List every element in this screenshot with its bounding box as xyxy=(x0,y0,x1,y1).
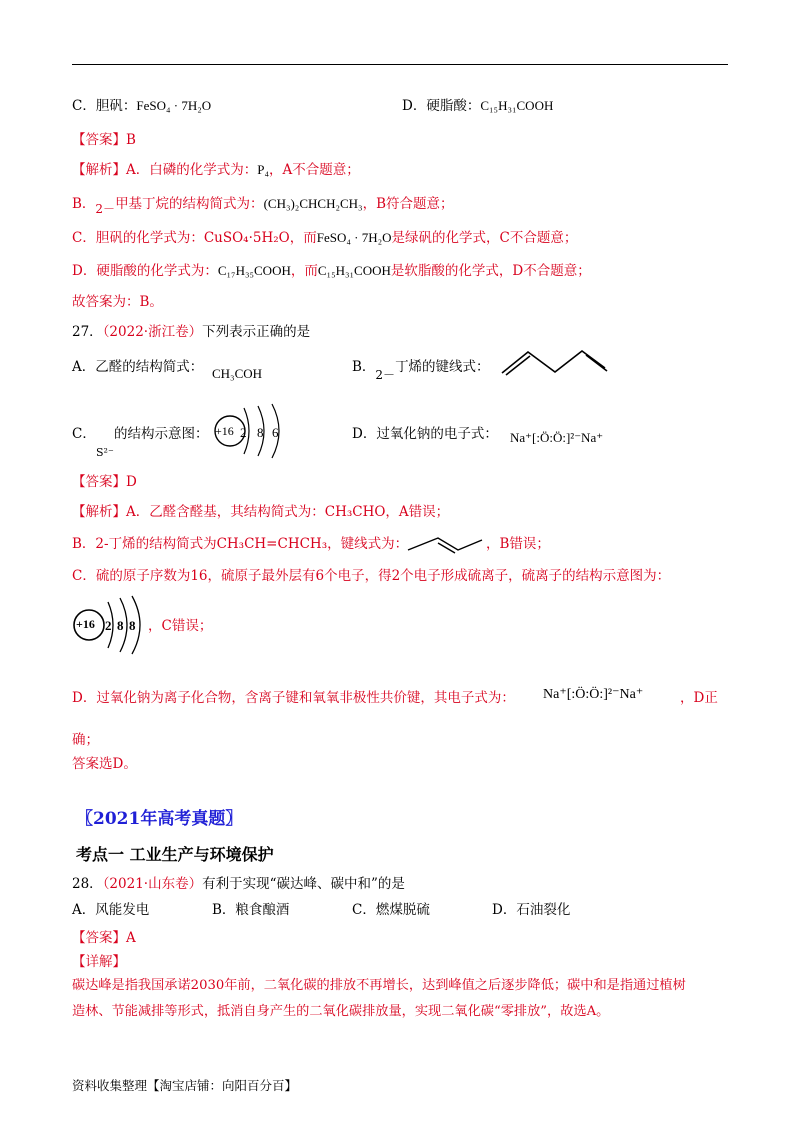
q27-option-c-mid: 的结构示意图： xyxy=(114,426,209,442)
header-rule xyxy=(72,64,728,65)
sulfide-nucleus: +16 xyxy=(215,424,234,438)
q28-answer: 【答案】A xyxy=(72,930,136,946)
q26-analysis-b: B．2－甲基丁烷的结构简式为：(CH₃)₂CHCH₂CH₃，B符合题意； xyxy=(72,196,454,216)
q27-option-b: B．2－丁烯的键线式： xyxy=(352,359,490,382)
q27-analysis-d-formula: Na⁺[:Ö:Ö:]²⁻Na⁺ xyxy=(543,687,644,702)
q26-analysis-c: C．胆矾的化学式为：CuSO₄·5H₂O，而FeSO₄ · 7H₂O是绿矾的化学式，C不合题意； xyxy=(72,230,578,246)
q26-analysis-a: 【解析】A．白磷的化学式为：P₄，A不合题意； xyxy=(72,162,360,178)
q27-analysis-d-cont: 确； xyxy=(72,732,99,748)
sulfide-ion-nucleus: +16 xyxy=(76,617,95,631)
q27-analysis-b-post: ，B错误； xyxy=(486,536,550,552)
q28-option-c: C．燃煤脱硫 xyxy=(352,902,430,918)
q27-option-c-ion: S²⁻ xyxy=(96,446,114,459)
q26-answer: 【答案】B xyxy=(72,132,136,148)
q28-detail: 【详解】 xyxy=(72,954,126,970)
q27-option-a: A．乙醛的结构简式： xyxy=(72,359,204,375)
q27-answer: 【答案】D xyxy=(72,474,137,490)
butene-1-3-skeletal-icon xyxy=(500,346,610,376)
q28-option-d: D．石油裂化 xyxy=(492,902,571,918)
q27-analysis-d-post: ，D正 xyxy=(680,690,718,706)
q28-stem: 28．（2021·山东卷）有利于实现“碳达峰、碳中和”的是 xyxy=(72,876,405,892)
footer-source: 资料收集整理【淘宝店铺：向阳百分百】 xyxy=(72,1078,298,1093)
q27-option-d: D．过氧化钠的电子式： xyxy=(352,426,498,442)
sulfide-ion-shell-1: 2 xyxy=(105,618,112,633)
q28-explanation-1: 碳达峰是指我国承诺2030年前，二氧化碳的排放不再增长，达到峰值之后逐步降低；碳中和是指通过植树 xyxy=(72,978,686,993)
section-heading: 〖2021年高考真题〗 xyxy=(76,809,243,829)
q27-analysis-a: 【解析】A．乙醛含醛基，其结构简式为：CH₃CHO，A错误； xyxy=(72,504,450,520)
q26-analysis-d: D．硬脂酸的化学式为：C₁₇H₃₅COOH，而C₁₅H₃₁COOH是软脂酸的化学式，D不合题意； xyxy=(72,263,591,279)
q27-option-a-formula: CH₃COH xyxy=(212,366,263,381)
q27-option-d-formula: Na⁺[:Ö:Ö:]²⁻Na⁺ xyxy=(510,430,604,445)
q27-analysis-c: C．硫的原子序数为16，硫原子最外层有6个电子，得2个电子形成硫离子，硫离子的结构示意图为： xyxy=(72,568,671,584)
q26-conclusion: 故答案为：B。 xyxy=(72,294,163,310)
sulfide-shell-2: 8 xyxy=(257,425,264,440)
sulfide-ion-shell-3: 8 xyxy=(129,618,136,633)
q27-analysis-d: D．过氧化钠为离子化合物，含离子键和氧氧非极性共价键，其电子式为： xyxy=(72,690,515,706)
q27-analysis-c-post: ，C错误； xyxy=(148,618,213,634)
q27-conclusion: 答案选D。 xyxy=(72,756,137,772)
sulfide-ion-shell-2: 8 xyxy=(117,618,124,633)
topic-heading: 考点一 工业生产与环境保护 xyxy=(76,845,274,864)
q27-stem: 27．（2022·浙江卷）下列表示正确的是 xyxy=(72,324,311,340)
q27-option-c-label: C． xyxy=(72,426,96,442)
q28-option-b: B．粮食酿酒 xyxy=(212,902,290,918)
sulfide-shell-1: 2 xyxy=(240,425,247,440)
q27-analysis-b: B．2-丁烯的结构简式为CH₃CH=CHCH₃，键线式为： xyxy=(72,536,409,552)
q28-explanation-2: 造林、节能减排等形式，抵消自身产生的二氧化碳排放量，实现二氧化碳“零排放”，故选A。 xyxy=(72,1004,610,1019)
q28-option-a: A．风能发电 xyxy=(72,902,150,918)
q26-option-c: C．胆矾：FeSO₄ · 7H₂O xyxy=(72,98,212,114)
butene-2-skeletal-icon xyxy=(406,530,486,554)
sulfide-shell-3: 6 xyxy=(272,425,279,440)
q26-option-d: D．硬脂酸：C₁₅H₃₁COOH xyxy=(402,98,554,114)
